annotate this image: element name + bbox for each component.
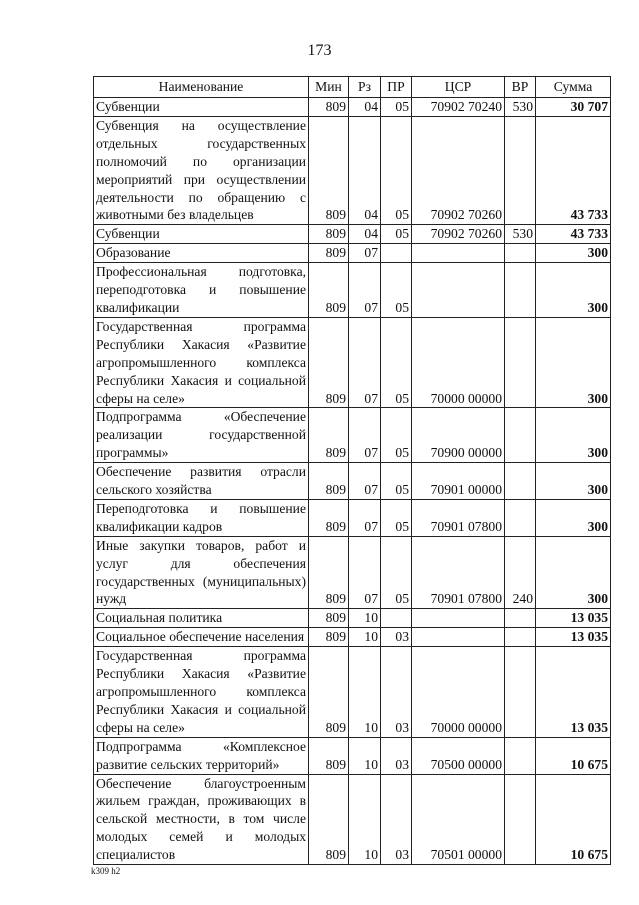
cell-rz: 04 (349, 116, 381, 224)
cell-csr: 70902 70240 (412, 98, 505, 117)
cell-csr (412, 263, 505, 318)
cell-rz: 10 (349, 737, 381, 774)
table-row (94, 244, 611, 263)
cell-min: 809 (309, 98, 349, 117)
cell-sum: 300 (536, 244, 611, 263)
cell-name: Обеспечение благоустроенным жильем граждан, проживающих в сельской местности, в том числе молодых семей и молодых специалистов (94, 774, 309, 865)
cell-pr: 05 (381, 98, 412, 117)
table-row (94, 463, 611, 500)
table-row (94, 263, 611, 318)
cell-rz: 07 (349, 317, 381, 408)
cell-min: 809 (309, 116, 349, 224)
cell-pr: 05 (381, 536, 412, 609)
cell-name: Социальное обеспечение населения (94, 628, 309, 647)
cell-sum: 300 (536, 499, 611, 536)
cell-pr: 03 (381, 628, 412, 647)
cell-vr (505, 408, 536, 463)
cell-rz: 07 (349, 463, 381, 500)
cell-pr (381, 244, 412, 263)
cell-min: 809 (309, 463, 349, 500)
cell-vr (505, 628, 536, 647)
cell-csr: 70000 00000 (412, 317, 505, 408)
cell-sum: 300 (536, 536, 611, 609)
table-header-row (94, 77, 611, 98)
header-name: Наименование (94, 77, 309, 98)
header-vr: ВР (505, 77, 536, 98)
table-row (94, 116, 611, 224)
table-row (94, 609, 611, 628)
cell-min: 809 (309, 647, 349, 738)
cell-csr: 70902 70260 (412, 116, 505, 224)
cell-name: Переподготовка и повышение квалификации кадров (94, 499, 309, 536)
cell-name: Субвенции (94, 98, 309, 117)
header-pr: ПР (381, 77, 412, 98)
page-number: 173 (307, 42, 332, 59)
cell-vr (505, 263, 536, 318)
header-rz: Рз (349, 77, 381, 98)
cell-csr: 70900 00000 (412, 408, 505, 463)
cell-csr: 70500 00000 (412, 737, 505, 774)
cell-name: Образование (94, 244, 309, 263)
cell-min: 809 (309, 408, 349, 463)
cell-sum: 300 (536, 408, 611, 463)
cell-rz: 10 (349, 609, 381, 628)
cell-min: 809 (309, 263, 349, 318)
cell-min: 809 (309, 774, 349, 865)
cell-name: Государственная программа Республики Хакасия «Развитие агропромышленного комплекса Республики Хакасия и социальной сферы на селе» (94, 317, 309, 408)
table-row (94, 628, 611, 647)
cell-sum: 300 (536, 317, 611, 408)
cell-pr: 03 (381, 647, 412, 738)
cell-sum: 300 (536, 263, 611, 318)
header-csr: ЦСР (412, 77, 505, 98)
cell-pr: 05 (381, 463, 412, 500)
table-body (94, 98, 611, 865)
cell-pr: 03 (381, 737, 412, 774)
cell-name: Иные закупки товаров, работ и услуг для обеспечения государственных (муниципальных) нужд (94, 536, 309, 609)
cell-min: 809 (309, 609, 349, 628)
cell-vr (505, 244, 536, 263)
cell-csr: 70902 70260 (412, 225, 505, 244)
cell-pr: 05 (381, 408, 412, 463)
cell-rz: 04 (349, 98, 381, 117)
table-row (94, 737, 611, 774)
cell-rz: 10 (349, 628, 381, 647)
cell-pr: 05 (381, 499, 412, 536)
cell-sum: 13 035 (536, 628, 611, 647)
cell-rz: 10 (349, 774, 381, 865)
cell-name: Подпрограмма «Обеспечение реализации государственной программы» (94, 408, 309, 463)
cell-name: Социальная политика (94, 609, 309, 628)
cell-rz: 07 (349, 263, 381, 318)
cell-rz: 04 (349, 225, 381, 244)
budget-table (93, 76, 611, 865)
cell-name: Профессиональная подготовка, переподготовка и повышение квалификации (94, 263, 309, 318)
header-sum: Сумма (536, 77, 611, 98)
cell-rz: 07 (349, 408, 381, 463)
cell-csr: 70901 07800 (412, 536, 505, 609)
table-row (94, 225, 611, 244)
cell-name: Государственная программа Республики Хакасия «Развитие агропромышленного комплекса Республики Хакасия и социальной сферы на селе» (94, 647, 309, 738)
cell-name: Субвенция на осуществление отдельных государственных полномочий по организации мероприятий при осуществлении деятельности по обращению с животными без владельцев (94, 116, 309, 224)
cell-sum: 43 733 (536, 225, 611, 244)
cell-sum: 43 733 (536, 116, 611, 224)
cell-vr (505, 609, 536, 628)
table-row (94, 647, 611, 738)
cell-sum: 10 675 (536, 737, 611, 774)
cell-vr (505, 774, 536, 865)
table-row (94, 98, 611, 117)
table-row (94, 536, 611, 609)
cell-rz: 07 (349, 536, 381, 609)
cell-rz: 07 (349, 499, 381, 536)
cell-rz: 07 (349, 244, 381, 263)
cell-csr (412, 244, 505, 263)
cell-min: 809 (309, 628, 349, 647)
table-row (94, 499, 611, 536)
table-row (94, 408, 611, 463)
cell-vr: 240 (505, 536, 536, 609)
cell-sum: 30 707 (536, 98, 611, 117)
cell-csr: 70901 07800 (412, 499, 505, 536)
footer-code: k309 h2 (91, 866, 121, 876)
cell-csr (412, 628, 505, 647)
cell-sum: 10 675 (536, 774, 611, 865)
cell-name: Субвенции (94, 225, 309, 244)
cell-vr: 530 (505, 98, 536, 117)
cell-min: 809 (309, 225, 349, 244)
cell-vr (505, 116, 536, 224)
cell-pr: 05 (381, 263, 412, 318)
table-row (94, 774, 611, 865)
cell-min: 809 (309, 317, 349, 408)
cell-name: Обеспечение развития отрасли сельского хозяйства (94, 463, 309, 500)
cell-pr: 05 (381, 317, 412, 408)
cell-sum: 13 035 (536, 647, 611, 738)
cell-min: 809 (309, 244, 349, 263)
cell-csr: 70000 00000 (412, 647, 505, 738)
cell-rz: 10 (349, 647, 381, 738)
table-row (94, 317, 611, 408)
cell-pr: 05 (381, 225, 412, 244)
cell-csr (412, 609, 505, 628)
cell-csr: 70501 00000 (412, 774, 505, 865)
cell-min: 809 (309, 737, 349, 774)
cell-pr: 05 (381, 116, 412, 224)
cell-vr (505, 463, 536, 500)
header-min: Мин (309, 77, 349, 98)
cell-sum: 300 (536, 463, 611, 500)
cell-min: 809 (309, 536, 349, 609)
cell-csr: 70901 00000 (412, 463, 505, 500)
cell-vr (505, 647, 536, 738)
cell-vr (505, 317, 536, 408)
cell-vr (505, 499, 536, 536)
cell-vr (505, 737, 536, 774)
cell-vr: 530 (505, 225, 536, 244)
cell-sum: 13 035 (536, 609, 611, 628)
cell-pr: 03 (381, 774, 412, 865)
cell-min: 809 (309, 499, 349, 536)
cell-pr (381, 609, 412, 628)
cell-name: Подпрограмма «Комплексное развитие сельских территорий» (94, 737, 309, 774)
